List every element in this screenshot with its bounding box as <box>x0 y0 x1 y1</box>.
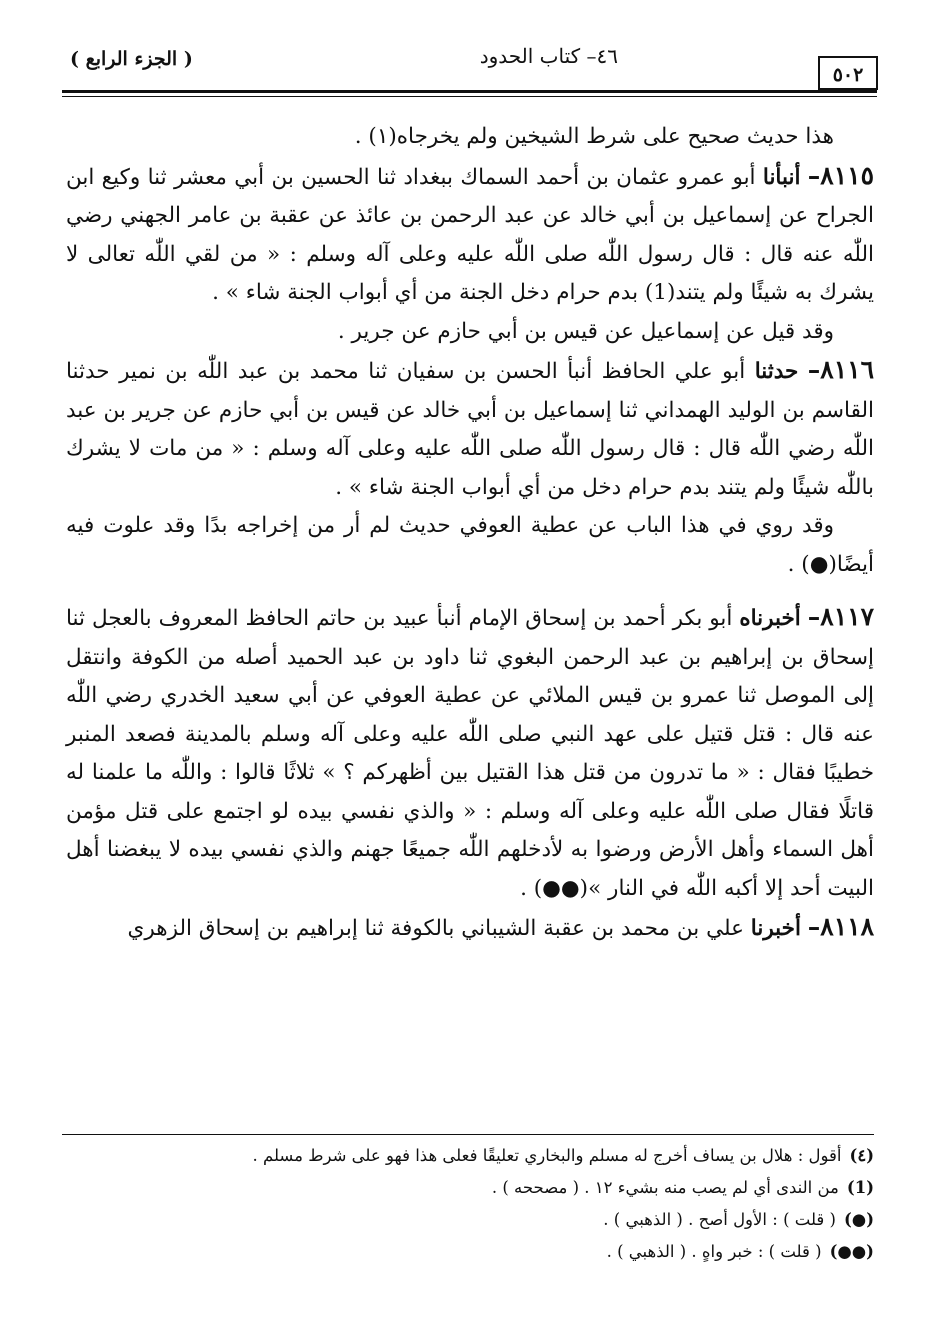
main-text <box>66 118 874 949</box>
spacer <box>66 584 874 598</box>
footnotes <box>66 1140 874 1268</box>
hadith-text: أبو علي الحافظ أنبأ الحسن بن سفيان ثنا محمد بن عبد اللّٰه بن نمير حدثنا القاسم بن الوليد الهمداني ثنا إسماعيل بن أبي خالد عن قيس بن أبي حازم عن جرير بن عبد اللّٰه رضي اللّٰه قال : قال رسول اللّٰه صلى اللّٰه عليه وعلى آله وسلم : « من مات لا يشرك باللّٰه شيئًا ولم يتند بدم حرام دخل من أي أبواب الجنة شاء » . <box>66 359 874 500</box>
footnote-mark: (٤) <box>849 1146 874 1165</box>
chapter-title: ٤٦– كتاب الحدود <box>479 44 618 68</box>
footnote-mark: (●) <box>843 1210 874 1229</box>
footnote <box>66 1172 874 1204</box>
footnote-text: من الندى أي لم يصب منه بشيء ١٢ . ( مصححه ) . <box>491 1178 839 1197</box>
volume-label: ( الجزء الرابع ) <box>70 48 193 70</box>
footnote-text: ( قلت ) : الأول أصح . ( الذهبي ) . <box>603 1210 836 1229</box>
hadith-8116 <box>66 351 874 507</box>
page-number-box: ٥٠٢ <box>818 56 878 90</box>
hadith-keyword: حدثنا <box>754 359 799 384</box>
hadith-8117 <box>66 598 874 908</box>
paragraph-verdict: هذا حديث صحيح على شرط الشيخين ولم يخرجاه(١) . <box>354 124 834 149</box>
paragraph-note: وقد روي في هذا الباب عن عطية العوفي حديث لم أر من إخراجه بدًا وقد علوت فيه أيضًا(●) . <box>66 513 874 577</box>
footnote <box>66 1204 874 1236</box>
footnote <box>66 1140 874 1172</box>
hadith-text: علي بن محمد بن عقبة الشيباني بالكوفة ثنا إبراهيم بن إسحاق الزهري <box>127 916 751 941</box>
hadith-8115 <box>66 157 874 313</box>
footnote-mark: (1) <box>846 1178 874 1197</box>
hadith-number: ٨١١٨– <box>807 912 874 941</box>
hadith-keyword: أخبرناه <box>739 606 801 631</box>
hadith-text: أبو بكر أحمد بن إسحاق الإمام أنبأ عبيد بن حاتم الحافظ المعروف بالعجل ثنا إسحاق بن إبراهيم بن عبد الرحمن البغوي ثنا داود بن عبد الحميد أصله من الكوفة وانتقل إلى الموصل ثنا عمرو بن قيس الملائي عن عطية العوفي عن أبي سعيد الخدري رضي اللّٰه عنه قال : قتل قتيل على عهد النبي صلى اللّٰه عليه وعلى آله وسلم بالمدينة فصعد المنبر خطيبًا فقال : « ما تدرون من قتل هذا القتيل بين أظهركم ؟ » ثلاثًا قالوا : واللّٰه ما علمنا له قاتلًا فقال صلى اللّٰه عليه وعلى آله وسلم : « والذي نفسي بيده لو اجتمع على قتل مؤمن أهل السماء وأهل الأرض ورضوا به لأدخلهم اللّٰه جميعًا جهنم والذي نفسي بيده لا يبغضنا أهل البيت أحد إلا أكبه اللّٰه في النار »(●●) . <box>66 606 874 901</box>
hadith-text: أبو عمرو عثمان بن أحمد السماك ببغداد ثنا الحسين بن أبي معشر ثنا وكيع ابن الجراح عن إسماعيل بن أبي خالد عن عبد الرحمن بن عائذ عن عقبة بن عامر الجهني رضي اللّٰه عنه قال : قال رسول اللّٰه صلى اللّٰه عليه وعلى آله وسلم : « من لقي اللّٰه تعالى لا يشرك به شيئًا ولم يتند(1) بدم حرام دخل الجنة من أي أبواب الجنة شاء » . <box>66 164 874 305</box>
hadith-keyword: أخبرنا <box>750 916 801 941</box>
hadith-8118 <box>66 908 874 949</box>
footnote-rule <box>62 1134 874 1135</box>
paragraph-note: وقد قيل عن إسماعيل عن قيس بن أبي حازم عن جرير . <box>337 318 834 344</box>
hadith-number: ٨١١٧– <box>807 602 874 631</box>
footnote-text: أقول : هلال بن يساف أخرج له مسلم والبخاري تعليقًا فعلى هذا فهو على شرط مسلم . <box>252 1146 842 1165</box>
footnote <box>66 1236 874 1268</box>
hadith-keyword: أنبأنا <box>762 164 801 190</box>
hadith-number: ٨١١٦– <box>807 355 874 384</box>
header-rule-thick <box>62 90 877 93</box>
footnote-text: ( قلت ) : خبر واهٍ . ( الذهبي ) . <box>606 1242 822 1261</box>
footnote-mark: (●●) <box>829 1242 874 1261</box>
header-rule-thin <box>62 96 877 97</box>
hadith-number: ٨١١٥– <box>807 160 874 190</box>
